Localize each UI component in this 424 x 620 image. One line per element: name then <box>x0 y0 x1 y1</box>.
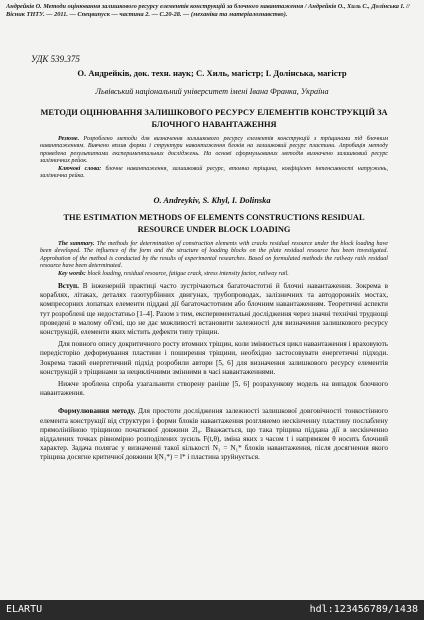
footer-bar <box>0 600 424 620</box>
footer-repository: ELARTU <box>6 604 43 615</box>
title-en: THE ESTIMATION METHODS OF ELEMENTS CONSTRUCTIONS RESIDUAL RESOURCE UNDER BLOCK LOADING <box>63 213 365 234</box>
abstract-en <box>40 241 388 278</box>
intro-label: Вступ. <box>58 282 79 290</box>
paragraph-intro <box>40 282 388 337</box>
abstract-ua-text: Розроблено методи для визначення залишкового ресурсу елементів конструкцій з тріщинами під блочним навантаженням. Вивчено вплив форми і структури навантаження блоків на залишковий ресурс пластини. Апробація методу проведена результатами експериментальних досліджень. На основі сформульованих методів визначено залишковий ресурс залізничних рейок. <box>40 136 388 165</box>
paragraph-4-text: Для простоти дослідження залежності залишкової довговічності тонкостінного елемента конструкції від структури і форми блоків навантаження розглянемо нескінченну пластину послаблену прямолінійною тріщиною початкової довжини 2l₀. Вважається, що така тріщина піддана дії в нескінченно віддалених точках рівномірно розподілених зусиль F(t,θ), зміна яких з часом t і напрямком θ носить блочний характер. Задача полягає у визначенні такої кількості N₁ = N₁* блоків навантаження, після досягнення якого тріщина досягне критичної довжини l(N₁*) = l* і пластина зруйнується. <box>40 407 388 462</box>
footer-handle[interactable]: hdl:123456789/1438 <box>309 604 418 615</box>
udk-code: УДК 539.375 <box>31 54 80 64</box>
abstract-en-label: The summary. <box>58 241 95 247</box>
keywords-ua-label: Ключові слова: <box>58 165 102 172</box>
paragraph-1-text: В інженерній практиці часто зустрічаються багаточастотні й блочні навантаження. Зокрема в кораблях, літаках, деталях газотурбінних двигунах, трубопроводах, залізничних та автодорожніх мостах, компресорних лопатках елементи піддані дії багаточастотним або блочним навантаженням. Теоретичні аспекти тут розроблені ще недостатньо [1–4]. Разом з тим, експериментальні дослідження через значні технічні труднощі проведені в малому об'ємі, що не дає можливості встановити залежності для визначення залишкового ресурсу конструкцій, елементи яких містить дефекти типу тріщин. <box>40 282 388 337</box>
keywords-en-text: block loading, residual resource, fatigue crack, stress intensity factor, railway rail. <box>87 270 289 277</box>
citation-header: Андрейків О. Методи оцінювання залишкового ресурсу елементів конструкцій за блочного навантаження / Андрейків О., Хиль С., Долінська І. // Вісник ТНТУ. — 2011. — Спецвипуск — частина 2. — С.20-28. — (механіка та матеріалознавство). <box>6 3 410 18</box>
authors-en: O. Andreykiv, S. Khyl, I. Dolinska <box>153 196 271 205</box>
paragraph-method <box>40 407 388 462</box>
paragraph-3: Нижче зроблена спроба узагальнити створену раніше [5, 6] розрахункову модель на випадок блочного навантаження. <box>40 380 388 398</box>
method-label: Формулювання методу. <box>58 407 136 416</box>
abstract-ua-label: Резюме. <box>58 136 80 142</box>
affiliation: Львівський національний університет імені Івана Франка, Україна <box>95 87 329 96</box>
paragraph-2: Для повного опису докритичного росту втомних тріщин, коли змінюється цикл навантаження і враховують передісторію деформування пластини і поширення тріщини, необхідно застосовувати енергетичні підходи. Зокрема такий енергетичний підхід розробили автори [5, 6] для визначення залишкового ресурсу елементів конструкцій з тріщинами за нециклічними змінними в часі навантаженнями. <box>40 340 388 376</box>
abstract-ua <box>40 136 388 180</box>
keywords-ua-text: блочне навантаження, залишковий ресурс, втомна тріщина, коефіцієнт інтенсивності напружень, залізнична рейка. <box>40 165 388 180</box>
title-ua: МЕТОДИ ОЦІНЮВАННЯ ЗАЛИШКОВОГО РЕСУРСУ ЕЛЕМЕНТІВ КОНСТРУКЦІЙ ЗА БЛОЧНОГО НАВАНТАЖЕННЯ <box>40 108 388 129</box>
abstract-en-text: The methods for determination of construction elements with cracks residual resource under the block loading have been developed. The influence of the form and the structure of loading blocks on the plate residual resource has been investigated. Approbation of the method is conducted by the results of experimental researches. Based on formulated methods the railway rails residual resource have been determinated. <box>40 241 388 270</box>
keywords-en-label: Key words: <box>58 270 86 277</box>
body-text <box>40 282 388 463</box>
authors-ua: О. Андрейків, док. техн. наук; С. Хиль, магістр; І. Долінська, магістр <box>77 68 347 78</box>
